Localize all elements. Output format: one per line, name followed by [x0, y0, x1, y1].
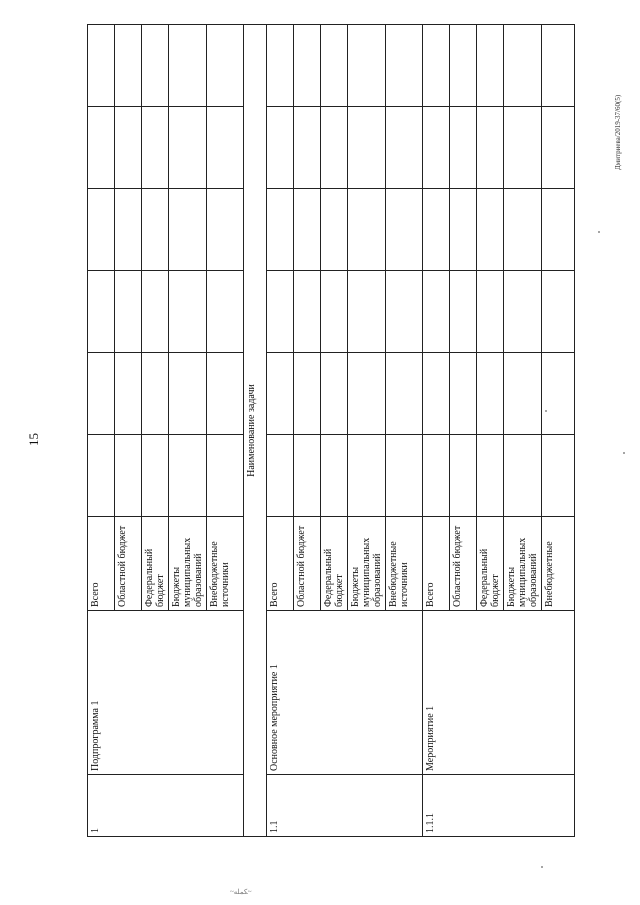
table-row	[267, 25, 294, 837]
value-cell	[169, 353, 207, 435]
funding-source: Федеральный бюджет	[321, 517, 348, 611]
value-cell	[267, 271, 294, 353]
value-cell	[477, 353, 504, 435]
funding-source: Федеральный бюджет	[142, 517, 169, 611]
value-cell	[386, 271, 423, 353]
value-cell	[321, 189, 348, 271]
scan-dot	[623, 452, 625, 454]
value-cell	[450, 435, 477, 517]
funding-source: Бюджеты муниципальных образований	[348, 517, 386, 611]
value-cell	[169, 107, 207, 189]
value-cell	[207, 353, 244, 435]
value-cell	[267, 189, 294, 271]
value-cell	[207, 271, 244, 353]
value-cell	[115, 435, 142, 517]
funding-source: Бюджеты муниципальных образований	[504, 517, 542, 611]
value-cell	[386, 25, 423, 107]
value-cell	[115, 353, 142, 435]
row-number: 1	[88, 775, 244, 837]
value-cell	[169, 271, 207, 353]
value-cell	[321, 435, 348, 517]
funding-source: Областной бюджет	[450, 517, 477, 611]
row-number: 1.1.1	[423, 775, 575, 837]
row-name: Подпрограмма 1	[88, 611, 244, 775]
value-cell	[321, 107, 348, 189]
value-cell	[423, 271, 450, 353]
value-cell	[294, 353, 321, 435]
funding-source: Всего	[88, 517, 115, 611]
value-cell	[115, 189, 142, 271]
value-cell	[169, 189, 207, 271]
value-cell	[267, 107, 294, 189]
value-cell	[321, 353, 348, 435]
task-header-row	[244, 25, 267, 837]
value-cell	[88, 189, 115, 271]
value-cell	[88, 25, 115, 107]
table-row	[423, 25, 450, 837]
value-cell	[477, 107, 504, 189]
value-cell	[423, 435, 450, 517]
value-cell	[142, 107, 169, 189]
funding-source: Бюджеты муниципальных образований	[169, 517, 207, 611]
value-cell	[115, 271, 142, 353]
budget-table	[87, 24, 575, 837]
value-cell	[88, 435, 115, 517]
value-cell	[169, 25, 207, 107]
value-cell	[348, 353, 386, 435]
funding-source: Всего	[267, 517, 294, 611]
value-cell	[423, 189, 450, 271]
funding-source: Областной бюджет	[115, 517, 142, 611]
value-cell	[477, 189, 504, 271]
funding-source: Внебюджетные источники	[386, 517, 423, 611]
row-number: 1.1	[267, 775, 423, 837]
value-cell	[294, 189, 321, 271]
value-cell	[386, 353, 423, 435]
value-cell	[450, 271, 477, 353]
funding-source: Внебюджетные	[542, 517, 575, 611]
value-cell	[294, 271, 321, 353]
document-code: Дмитриева/2019-37/60(5)	[614, 94, 622, 170]
funding-source: Внебюджетные источники	[207, 517, 244, 611]
value-cell	[142, 353, 169, 435]
value-cell	[348, 107, 386, 189]
funding-source: Областной бюджет	[294, 517, 321, 611]
task-header: Наименование задачи	[244, 25, 267, 837]
value-cell	[542, 189, 575, 271]
value-cell	[142, 25, 169, 107]
value-cell	[504, 25, 542, 107]
value-cell	[294, 435, 321, 517]
value-cell	[321, 25, 348, 107]
value-cell	[142, 435, 169, 517]
funding-source: Федеральный бюджет	[477, 517, 504, 611]
value-cell	[450, 107, 477, 189]
scan-mark: ~ﻜﻤﻠﻪ~	[230, 888, 252, 896]
value-cell	[504, 107, 542, 189]
value-cell	[142, 189, 169, 271]
value-cell	[348, 435, 386, 517]
value-cell	[542, 107, 575, 189]
value-cell	[542, 271, 575, 353]
value-cell	[542, 435, 575, 517]
row-name: Мероприятие 1	[423, 611, 575, 775]
value-cell	[267, 435, 294, 517]
value-cell	[207, 25, 244, 107]
value-cell	[115, 107, 142, 189]
row-name: Основное мероприятие 1	[267, 611, 423, 775]
value-cell	[142, 271, 169, 353]
value-cell	[267, 25, 294, 107]
value-cell	[115, 25, 142, 107]
value-cell	[423, 25, 450, 107]
value-cell	[88, 271, 115, 353]
value-cell	[542, 25, 575, 107]
value-cell	[169, 435, 207, 517]
value-cell	[450, 189, 477, 271]
value-cell	[450, 25, 477, 107]
value-cell	[542, 353, 575, 435]
value-cell	[423, 353, 450, 435]
value-cell	[321, 271, 348, 353]
value-cell	[477, 25, 504, 107]
value-cell	[348, 25, 386, 107]
table-row	[88, 25, 115, 837]
scan-dot	[541, 866, 543, 868]
value-cell	[207, 189, 244, 271]
value-cell	[504, 271, 542, 353]
value-cell	[386, 435, 423, 517]
value-cell	[386, 189, 423, 271]
value-cell	[88, 353, 115, 435]
value-cell	[477, 271, 504, 353]
value-cell	[477, 435, 504, 517]
value-cell	[294, 25, 321, 107]
value-cell	[423, 107, 450, 189]
funding-source: Всего	[423, 517, 450, 611]
scan-dot	[598, 231, 600, 233]
rotated-table-container	[87, 57, 587, 837]
value-cell	[386, 107, 423, 189]
value-cell	[450, 353, 477, 435]
value-cell	[88, 107, 115, 189]
value-cell	[348, 189, 386, 271]
page-number: 15	[26, 433, 41, 446]
value-cell	[504, 353, 542, 435]
value-cell	[207, 107, 244, 189]
value-cell	[348, 271, 386, 353]
value-cell	[504, 189, 542, 271]
value-cell	[504, 435, 542, 517]
value-cell	[267, 353, 294, 435]
value-cell	[294, 107, 321, 189]
value-cell	[207, 435, 244, 517]
